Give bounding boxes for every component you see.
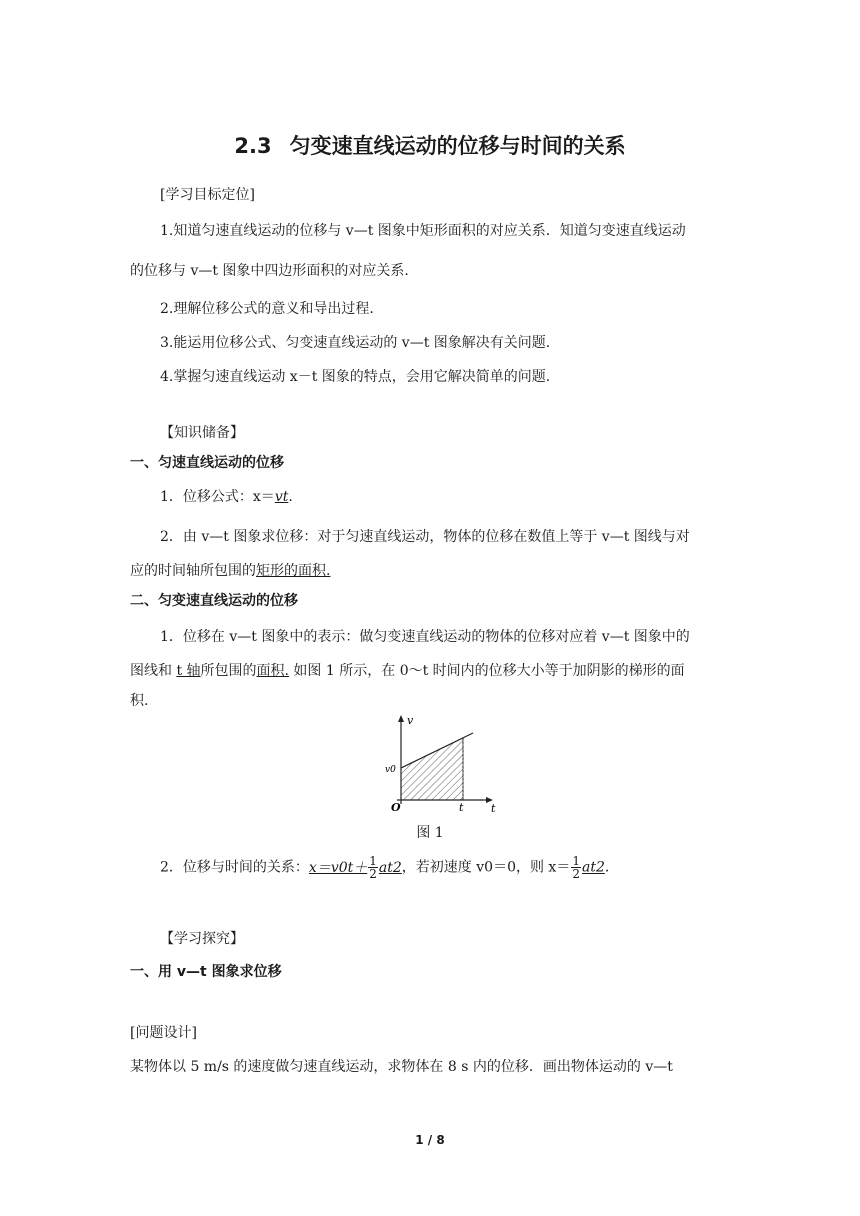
s1-item1-suffix: . bbox=[288, 489, 293, 505]
knowledge-s2-item-1-line-2 bbox=[130, 662, 710, 680]
s1-item2-answer: 矩形的面积. bbox=[256, 563, 331, 579]
knowledge-section-1: 一、匀速直线运动的位移 bbox=[130, 455, 284, 471]
fraction-numerator: 1 bbox=[369, 854, 377, 868]
knowledge-s1-item-2-line-2 bbox=[130, 562, 710, 580]
title-number: 2.3 bbox=[234, 134, 272, 158]
objective-2: 2.理解位移公式的意义和导出过程. bbox=[160, 301, 374, 317]
s2-item1-answer-2: 面积. bbox=[256, 663, 289, 679]
t-axis-label: t bbox=[491, 802, 496, 812]
figure-1-caption: 图 1 bbox=[416, 825, 444, 841]
s1-item1-answer: vt bbox=[274, 489, 289, 505]
formula2-part-b: at2 bbox=[581, 859, 605, 876]
knowledge-s1-item-2-line-1: 2．由 v—t 图象求位移：对于匀速直线运动，物体的位移在数值上等于 v—t 图线与对 bbox=[160, 529, 690, 545]
t-mark-label: t bbox=[459, 801, 464, 812]
knowledge-section-2: 二、匀变速直线运动的位移 bbox=[130, 593, 298, 609]
shaded-trapezoid bbox=[401, 738, 463, 800]
formula1-fraction bbox=[368, 855, 378, 880]
v-axis-arrow bbox=[398, 715, 404, 722]
explore-section-1: 一、用 v—t 图象求位移 bbox=[130, 964, 282, 980]
knowledge-s2-item-1-line-1: 1．位移在 v—t 图象中的表示：做匀变速直线运动的物体的位移对应着 v—t 图象中的 bbox=[160, 629, 690, 645]
formula2-fraction bbox=[571, 855, 581, 880]
s2-item2-suffix: . bbox=[604, 859, 610, 876]
s1-item1-prefix: 1．位移公式：x＝ bbox=[160, 489, 275, 505]
formula1-part-a: x＝v0t＋ bbox=[308, 859, 368, 876]
objective-1-line-1: 1.知道匀速直线运动的位移与 v—t 图象中矩形面积的对应关系．知道匀变速直线运动 bbox=[160, 223, 686, 239]
s2-item2-prefix: 2．位移与时间的关系： bbox=[160, 859, 309, 876]
origin-label: O bbox=[391, 801, 401, 812]
fraction-denominator: 2 bbox=[572, 867, 580, 881]
fraction-numerator: 1 bbox=[572, 854, 580, 868]
s2-item1-text-a: 图线和 bbox=[130, 663, 177, 679]
s2-item2-formula-1 bbox=[308, 854, 402, 881]
figure-1-vt-graph bbox=[385, 712, 505, 812]
fraction-denominator: 2 bbox=[369, 867, 377, 881]
knowledge-s2-item-2 bbox=[160, 855, 740, 880]
objective-1-line-2: 的位移与 v—t 图象中四边形面积的对应关系. bbox=[130, 263, 409, 279]
s2-item1-text-c: 如图 1 所示，在 0～t 时间内的位移大小等于加阴影的梯形的面 bbox=[288, 663, 685, 679]
knowledge-s1-item-1 bbox=[160, 488, 740, 506]
s2-item1-text-b: 所包围的 bbox=[200, 663, 257, 679]
objective-3: 3.能运用位移公式、匀变速直线运动的 v—t 图象解决有关问题. bbox=[160, 335, 551, 351]
v-axis-label: v bbox=[407, 714, 414, 727]
knowledge-heading: 【知识储备】 bbox=[160, 425, 244, 441]
explore-heading: 【学习探究】 bbox=[160, 931, 244, 947]
objective-4: 4.掌握匀速直线运动 x－t 图象的特点，会用它解决简单的问题. bbox=[160, 369, 551, 385]
formula1-part-b: at2 bbox=[378, 859, 402, 876]
page-number: 1 / 8 bbox=[415, 1133, 445, 1147]
s2-item2-middle: ，若初速度 v0＝0，则 x＝ bbox=[401, 859, 571, 876]
page-title bbox=[0, 130, 860, 160]
question-heading: [问题设计] bbox=[130, 1025, 197, 1041]
v0-label: v0 bbox=[385, 765, 396, 775]
s1-item2-prefix: 应的时间轴所包围的 bbox=[130, 563, 256, 579]
objectives-heading: [学习目标定位] bbox=[160, 187, 255, 203]
title-text: 匀变速直线运动的位移与时间的关系 bbox=[289, 134, 626, 158]
question-text: 某物体以 5 m/s 的速度做匀速直线运动，求物体在 8 s 内的位移．画出物体运动的 v—t bbox=[130, 1059, 673, 1075]
knowledge-s2-item-1-line-3: 积. bbox=[130, 693, 149, 709]
s2-item1-answer-1: t 轴 bbox=[176, 663, 201, 679]
